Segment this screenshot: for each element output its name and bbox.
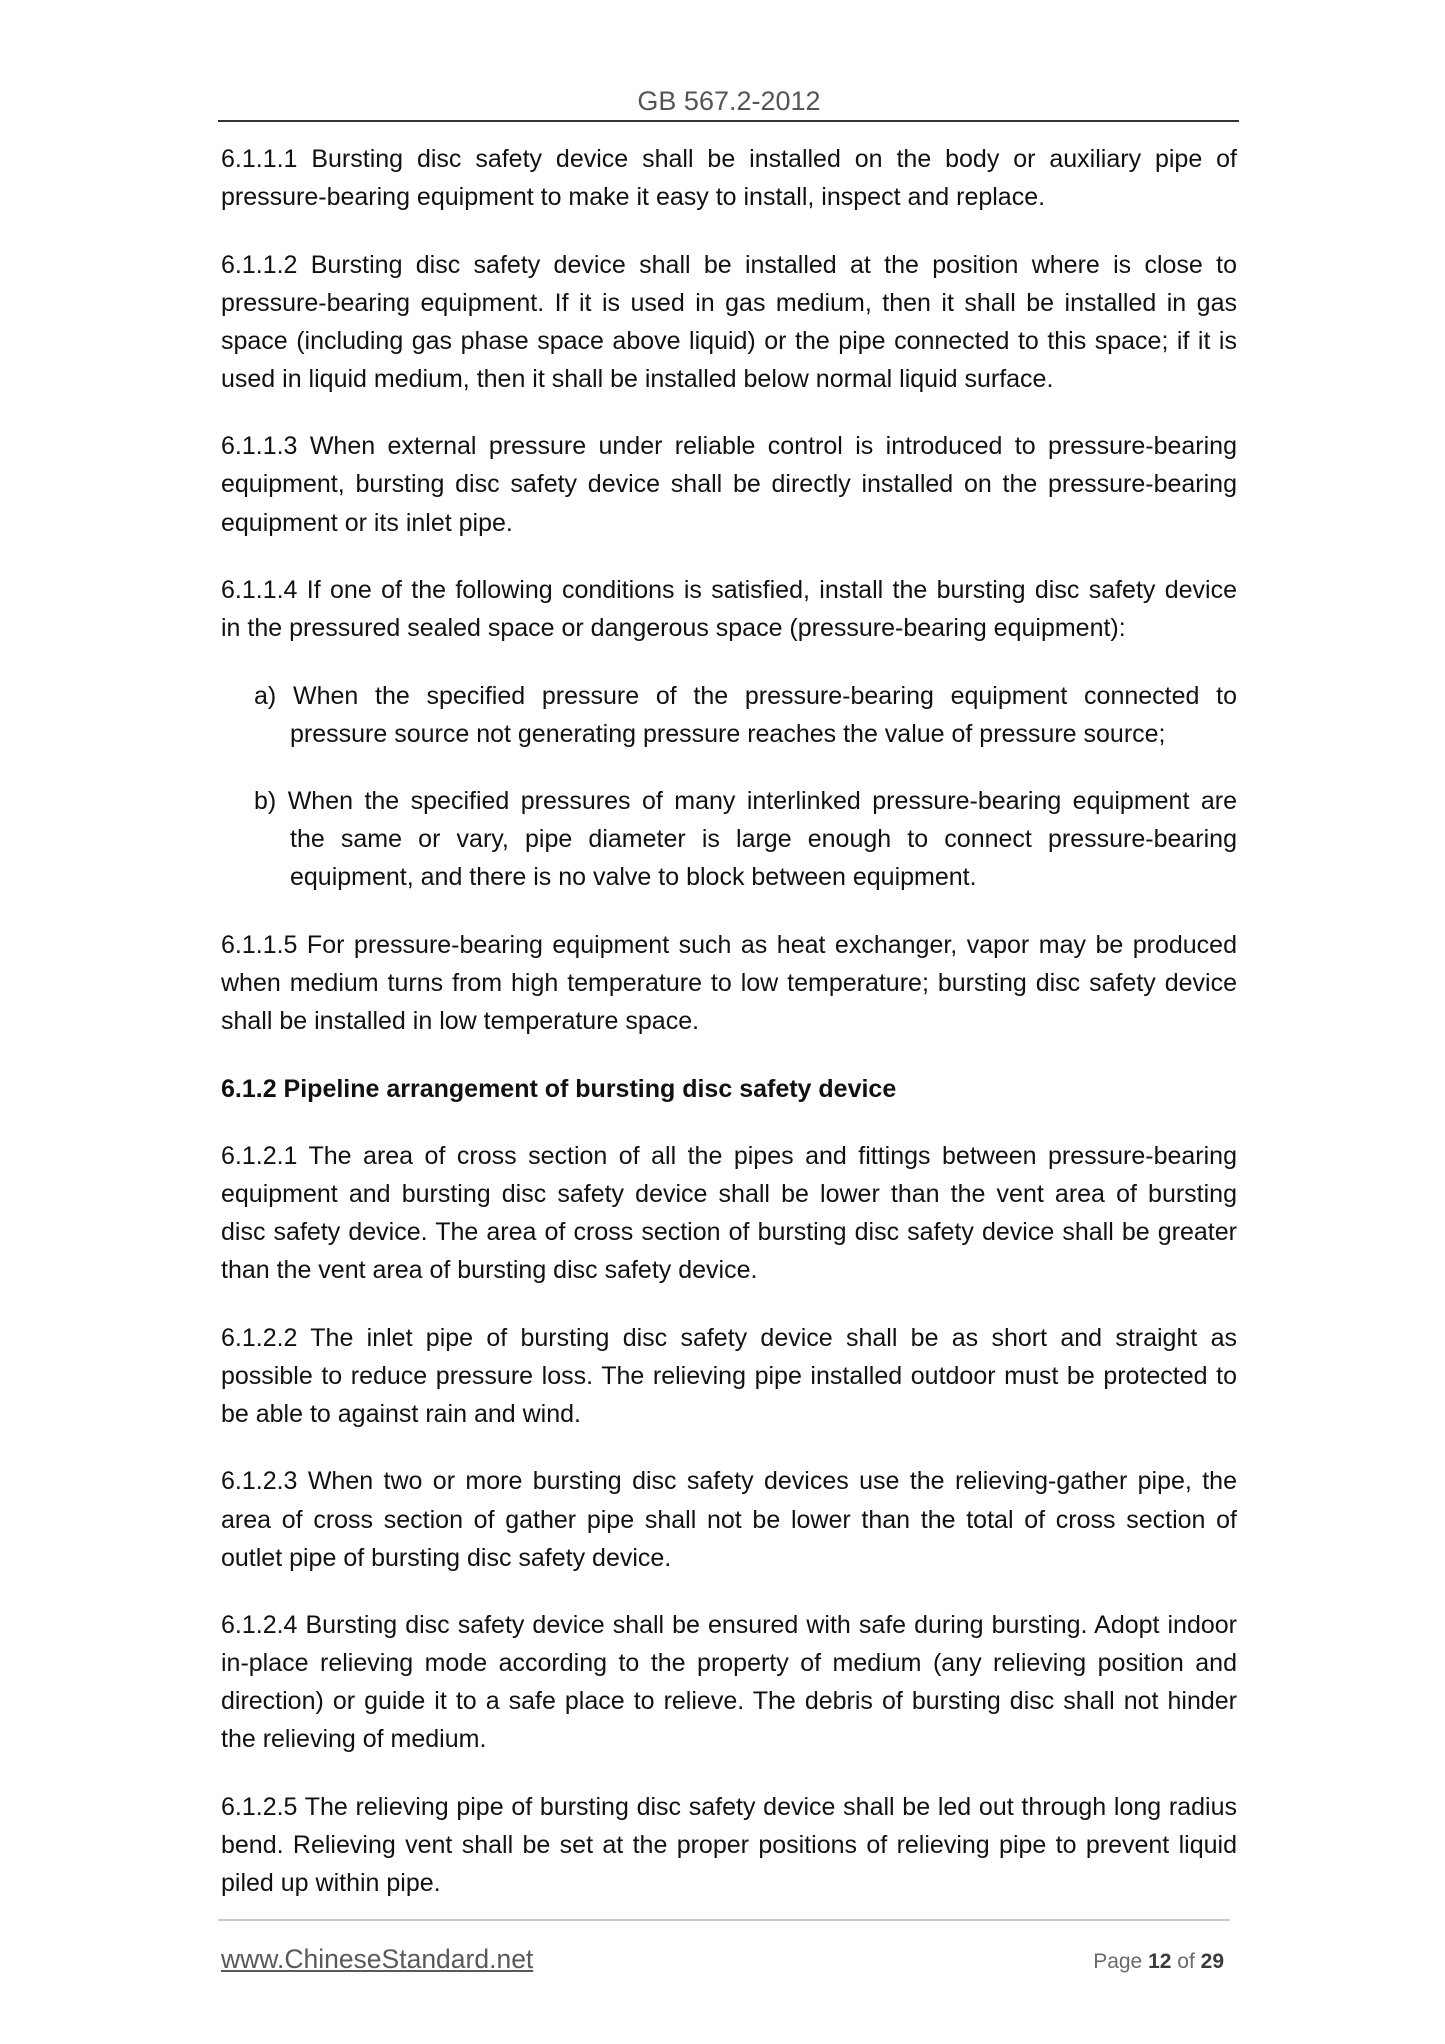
text-line (254, 782, 1237, 820)
text-line: 6.1.1.2 Bursting disc safety device shall be installed at the position where is close to (221, 250, 1237, 279)
page-number (1093, 1944, 1224, 1980)
line-text: When the specified pressure of the pressure-bearing equipment connected to (292, 681, 1237, 710)
line-text: When the specified pressures of many interlinked pressure-bearing equipment are (287, 787, 1237, 816)
clause-6-1-2-1 (221, 1137, 1237, 1289)
text-line: disc safety device. The area of cross section of bursting disc safety device shall be greater (221, 1218, 1237, 1247)
clause-6-1-2-5 (221, 1788, 1237, 1902)
text-line: area of cross section of gather pipe shall not be lower than the total of cross section of (221, 1505, 1237, 1534)
list-marker: a) (254, 681, 277, 710)
condition-item-a (221, 677, 1237, 753)
text-line: equipment, bursting disc safety device shall be directly installed on the pressure-bearing (221, 470, 1237, 499)
text-line: shall be installed in low temperature space. (221, 1007, 700, 1036)
text-line: direction) or guide it to a safe place to relieve. The debris of bursting disc shall not hinder (221, 1687, 1237, 1716)
text-line: equipment or its inlet pipe. (221, 508, 513, 537)
section-heading-6-1-2 (221, 1070, 1237, 1108)
text-line: the relieving of medium. (221, 1725, 487, 1754)
text-line: 6.1.2.4 Bursting disc safety device shall be ensured with safe during bursting. Adopt indoor (221, 1611, 1237, 1640)
page-footer (221, 1941, 1224, 1977)
clause-6-1-2-2 (221, 1319, 1237, 1433)
page-body (221, 140, 1237, 1902)
text-line: space (including gas phase space above liquid) or the pipe connected to this space; if it is (221, 326, 1237, 355)
text-line: the same or vary, pipe diameter is large enough to connect pressure-bearing (290, 825, 1237, 854)
text-line: pressure-bearing equipment. If it is used in gas medium, then it shall be installed in gas (221, 288, 1237, 317)
clause-6-1-1-3 (221, 427, 1237, 541)
text-line: be able to against rain and wind. (221, 1399, 581, 1428)
text-line: equipment and bursting disc safety device shall be lower than the vent area of bursting (221, 1180, 1237, 1209)
text-line: when medium turns from high temperature to low temperature; bursting disc safety device (221, 968, 1237, 997)
text-line: 6.1.2.2 The inlet pipe of bursting disc safety device shall be as short and straight as (221, 1323, 1237, 1352)
clause-6-1-2-3 (221, 1462, 1237, 1576)
text-line: bend. Relieving vent shall be set at the proper positions of relieving pipe to prevent liquid (221, 1830, 1237, 1859)
text-line: 6.1.2.5 The relieving pipe of bursting disc safety device shall be led out through long radius (221, 1792, 1237, 1821)
text-line: equipment, and there is no valve to block between equipment. (290, 863, 977, 892)
page-total: 29 (1200, 1950, 1224, 1973)
site-link[interactable]: www.ChineseStandard.net (221, 1944, 534, 1974)
page-of: of (1177, 1950, 1195, 1973)
list-marker: b) (254, 787, 277, 816)
text-line: 6.1.1.4 If one of the following conditions is satisfied, install the bursting disc safety device (221, 576, 1237, 605)
text-line: 6.1.1.3 When external pressure under reliable control is introduced to pressure-bearing (221, 432, 1237, 461)
footer-rule (218, 1919, 1230, 1921)
text-line: 6.1.2.1 The area of cross section of all the pipes and fittings between pressure-bearing (221, 1142, 1237, 1170)
clause-6-1-1-5 (221, 926, 1237, 1040)
header-rule (218, 120, 1239, 122)
text-line: pressure-bearing equipment to make it easy to install, inspect and replace. (221, 183, 1046, 212)
text-line: piled up within pipe. (221, 1869, 441, 1898)
text-line: than the vent area of bursting disc safety device. (221, 1256, 758, 1285)
clause-6-1-1-1 (221, 140, 1237, 216)
clause-6-1-1-4 (221, 571, 1237, 647)
heading-text: 6.1.2 Pipeline arrangement of bursting disc safety device (221, 1074, 897, 1103)
text-line (254, 677, 1237, 715)
text-line: in the pressured sealed space or dangerous space (pressure-bearing equipment): (221, 614, 1126, 643)
text-line: pressure source not generating pressure reaches the value of pressure source; (290, 719, 1166, 748)
text-line: in-place relieving mode according to the property of medium (any relieving position and (221, 1649, 1237, 1678)
clause-6-1-2-4 (221, 1606, 1237, 1758)
clause-6-1-1-2 (221, 246, 1237, 398)
condition-item-b (221, 782, 1237, 896)
document-code: GB 567.2-2012 (637, 86, 821, 116)
text-line: 6.1.1.1 Bursting disc safety device shall be installed on the body or auxiliary pipe of (221, 145, 1237, 173)
page-prefix: Page (1093, 1950, 1143, 1973)
page-current: 12 (1148, 1950, 1172, 1973)
text-line: possible to reduce pressure loss. The relieving pipe installed outdoor must be protected to (221, 1361, 1237, 1390)
text-line: 6.1.2.3 When two or more bursting disc safety devices use the relieving-gather pipe, the (221, 1467, 1237, 1496)
text-line: used in liquid medium, then it shall be installed below normal liquid surface. (221, 364, 1054, 393)
text-line: outlet pipe of bursting disc safety device. (221, 1543, 672, 1572)
text-line: 6.1.1.5 For pressure-bearing equipment such as heat exchanger, vapor may be produced (221, 930, 1237, 959)
